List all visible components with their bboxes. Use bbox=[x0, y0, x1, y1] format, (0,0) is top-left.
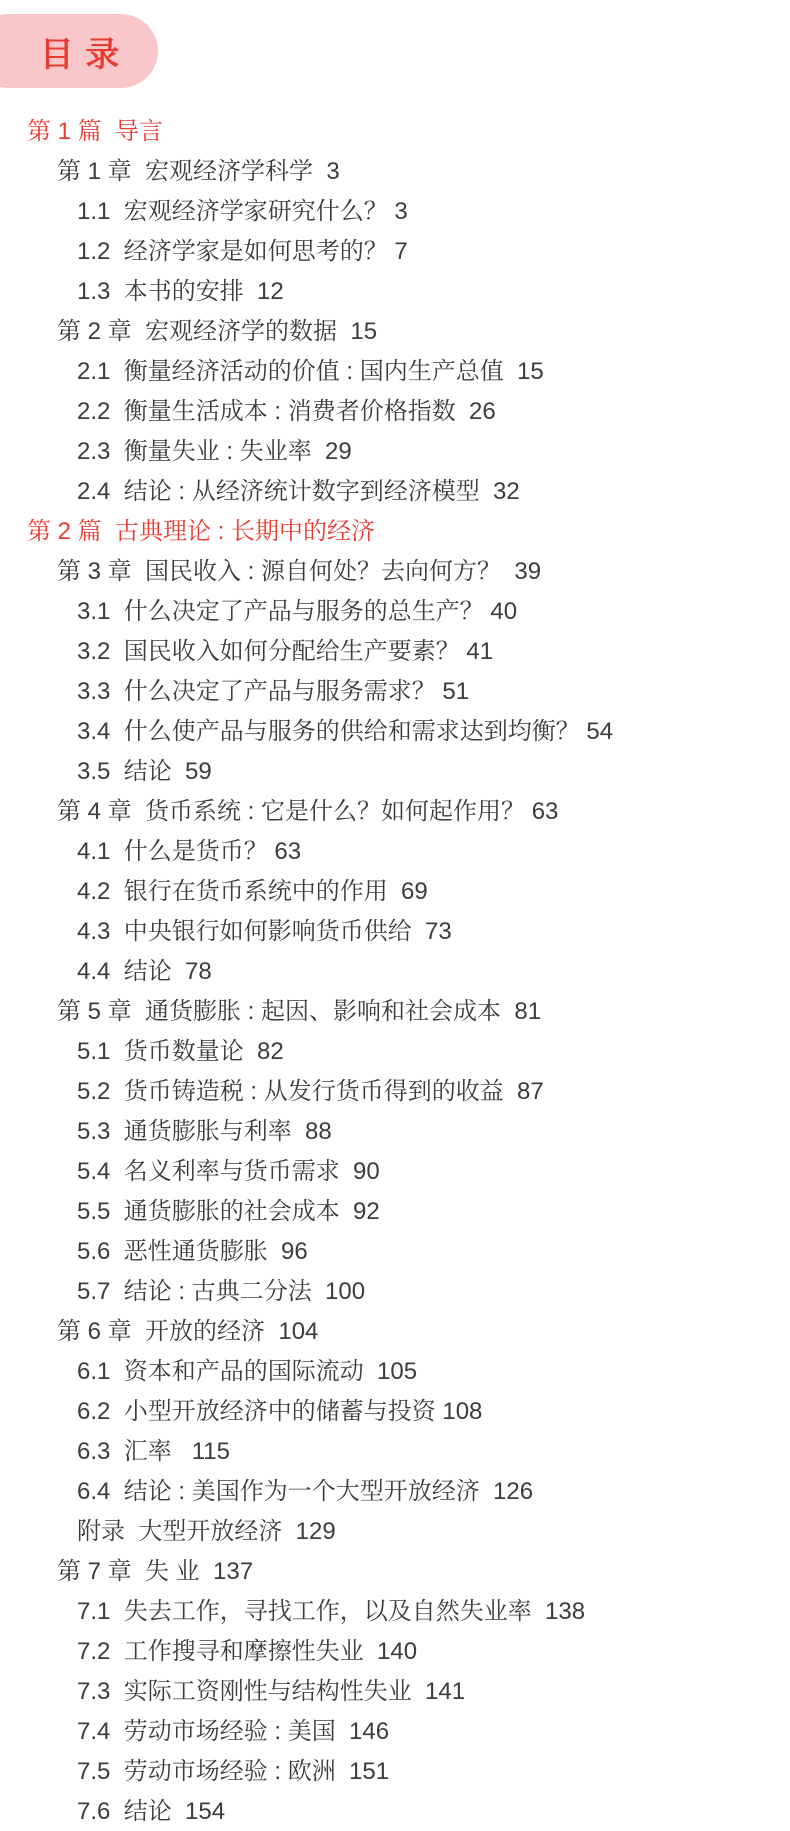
toc-section-entry: 附录 大型开放经济 129 bbox=[77, 1518, 336, 1545]
toc-chapter-entry: 第 6 章 开放的经济 104 bbox=[57, 1318, 319, 1345]
toc-section-entry: 3.2 国民收入如何分配给生产要素？ 41 bbox=[77, 638, 494, 665]
toc-section-entry: 5.3 通货膨胀与利率 88 bbox=[77, 1118, 332, 1145]
toc-section-entry: 6.3 汇率 115 bbox=[77, 1438, 230, 1465]
toc-section-entry: 7.6 结论 154 bbox=[77, 1798, 226, 1825]
toc-chapter-entry: 第 1 章 宏观经济学科学 3 bbox=[57, 158, 340, 185]
toc-section-entry: 4.2 银行在货币系统中的作用 69 bbox=[77, 878, 428, 905]
toc-section-entry: 5.6 恶性通货膨胀 96 bbox=[77, 1238, 308, 1265]
toc-section-entry: 2.2 衡量生活成本 : 消费者价格指数 26 bbox=[77, 398, 496, 425]
toc-title-badge bbox=[0, 14, 158, 88]
toc-section-entry: 1.1 宏观经济学家研究什么？ 3 bbox=[77, 198, 408, 225]
toc-chapter-entry: 第 7 章 失 业 137 bbox=[57, 1558, 254, 1585]
toc-section-entry: 3.4 什么使产品与服务的供给和需求达到均衡？ 54 bbox=[77, 718, 614, 745]
toc-chapter-entry: 第 3 章 国民收入 : 源自何处？去向何方？ 39 bbox=[57, 558, 542, 585]
toc-section-entry: 3.3 什么决定了产品与服务需求？ 51 bbox=[77, 678, 470, 705]
toc-section-entry: 7.5 劳动市场经验 : 欧洲 151 bbox=[77, 1758, 390, 1785]
toc-section-entry: 7.2 工作搜寻和摩擦性失业 140 bbox=[77, 1638, 418, 1665]
toc-section-entry: 7.4 劳动市场经验 : 美国 146 bbox=[77, 1718, 390, 1745]
toc-section-entry: 6.1 资本和产品的国际流动 105 bbox=[77, 1358, 418, 1385]
toc-section-entry: 3.5 结论 59 bbox=[77, 758, 212, 785]
toc-section-entry: 5.7 结论 : 古典二分法 100 bbox=[77, 1278, 366, 1305]
toc-section-entry: 6.4 结论 : 美国作为一个大型开放经济 126 bbox=[77, 1478, 534, 1505]
toc-section-entry: 1.2 经济学家是如何思考的？ 7 bbox=[77, 238, 408, 265]
toc-section-entry: 5.5 通货膨胀的社会成本 92 bbox=[77, 1198, 380, 1225]
toc-section-entry: 4.1 什么是货币？ 63 bbox=[77, 838, 302, 865]
toc-chapter-entry: 第 2 章 宏观经济学的数据 15 bbox=[57, 318, 378, 345]
toc-section-entry: 2.4 结论 : 从经济统计数字到经济模型 32 bbox=[77, 478, 520, 505]
toc-part-heading: 第 2 篇 古典理论 : 长期中的经济 bbox=[27, 518, 376, 545]
toc-section-entry: 4.4 结论 78 bbox=[77, 958, 212, 985]
toc-section-entry: 7.1 失去工作，寻找工作，以及自然失业率 138 bbox=[77, 1598, 586, 1625]
toc-section-entry: 1.3 本书的安排 12 bbox=[77, 278, 284, 305]
toc-list bbox=[0, 112, 790, 1831]
toc-section-entry: 5.2 货币铸造税 : 从发行货币得到的收益 87 bbox=[77, 1078, 544, 1105]
toc-section-entry: 7.3 实际工资刚性与结构性失业 141 bbox=[77, 1678, 466, 1705]
toc-section-entry: 2.1 衡量经济活动的价值 : 国内生产总值 15 bbox=[77, 358, 544, 385]
toc-section-entry: 6.2 小型开放经济中的储蓄与投资 108 bbox=[77, 1398, 483, 1425]
toc-chapter-entry: 第 5 章 通货膨胀 : 起因、影响和社会成本 81 bbox=[57, 998, 542, 1025]
toc-chapter-entry: 第 4 章 货币系统 : 它是什么？如何起作用？ 63 bbox=[57, 798, 559, 825]
toc-section-entry: 5.1 货币数量论 82 bbox=[77, 1038, 284, 1065]
toc-section-entry: 5.4 名义利率与货币需求 90 bbox=[77, 1158, 380, 1185]
toc-section-entry: 4.3 中央银行如何影响货币供给 73 bbox=[77, 918, 452, 945]
page-title: 目 录 bbox=[39, 35, 121, 74]
toc-section-entry: 2.3 衡量失业 : 失业率 29 bbox=[77, 438, 352, 465]
toc-part-heading: 第 1 篇 导言 bbox=[27, 118, 164, 145]
toc-section-entry: 3.1 什么决定了产品与服务的总生产？ 40 bbox=[77, 598, 518, 625]
